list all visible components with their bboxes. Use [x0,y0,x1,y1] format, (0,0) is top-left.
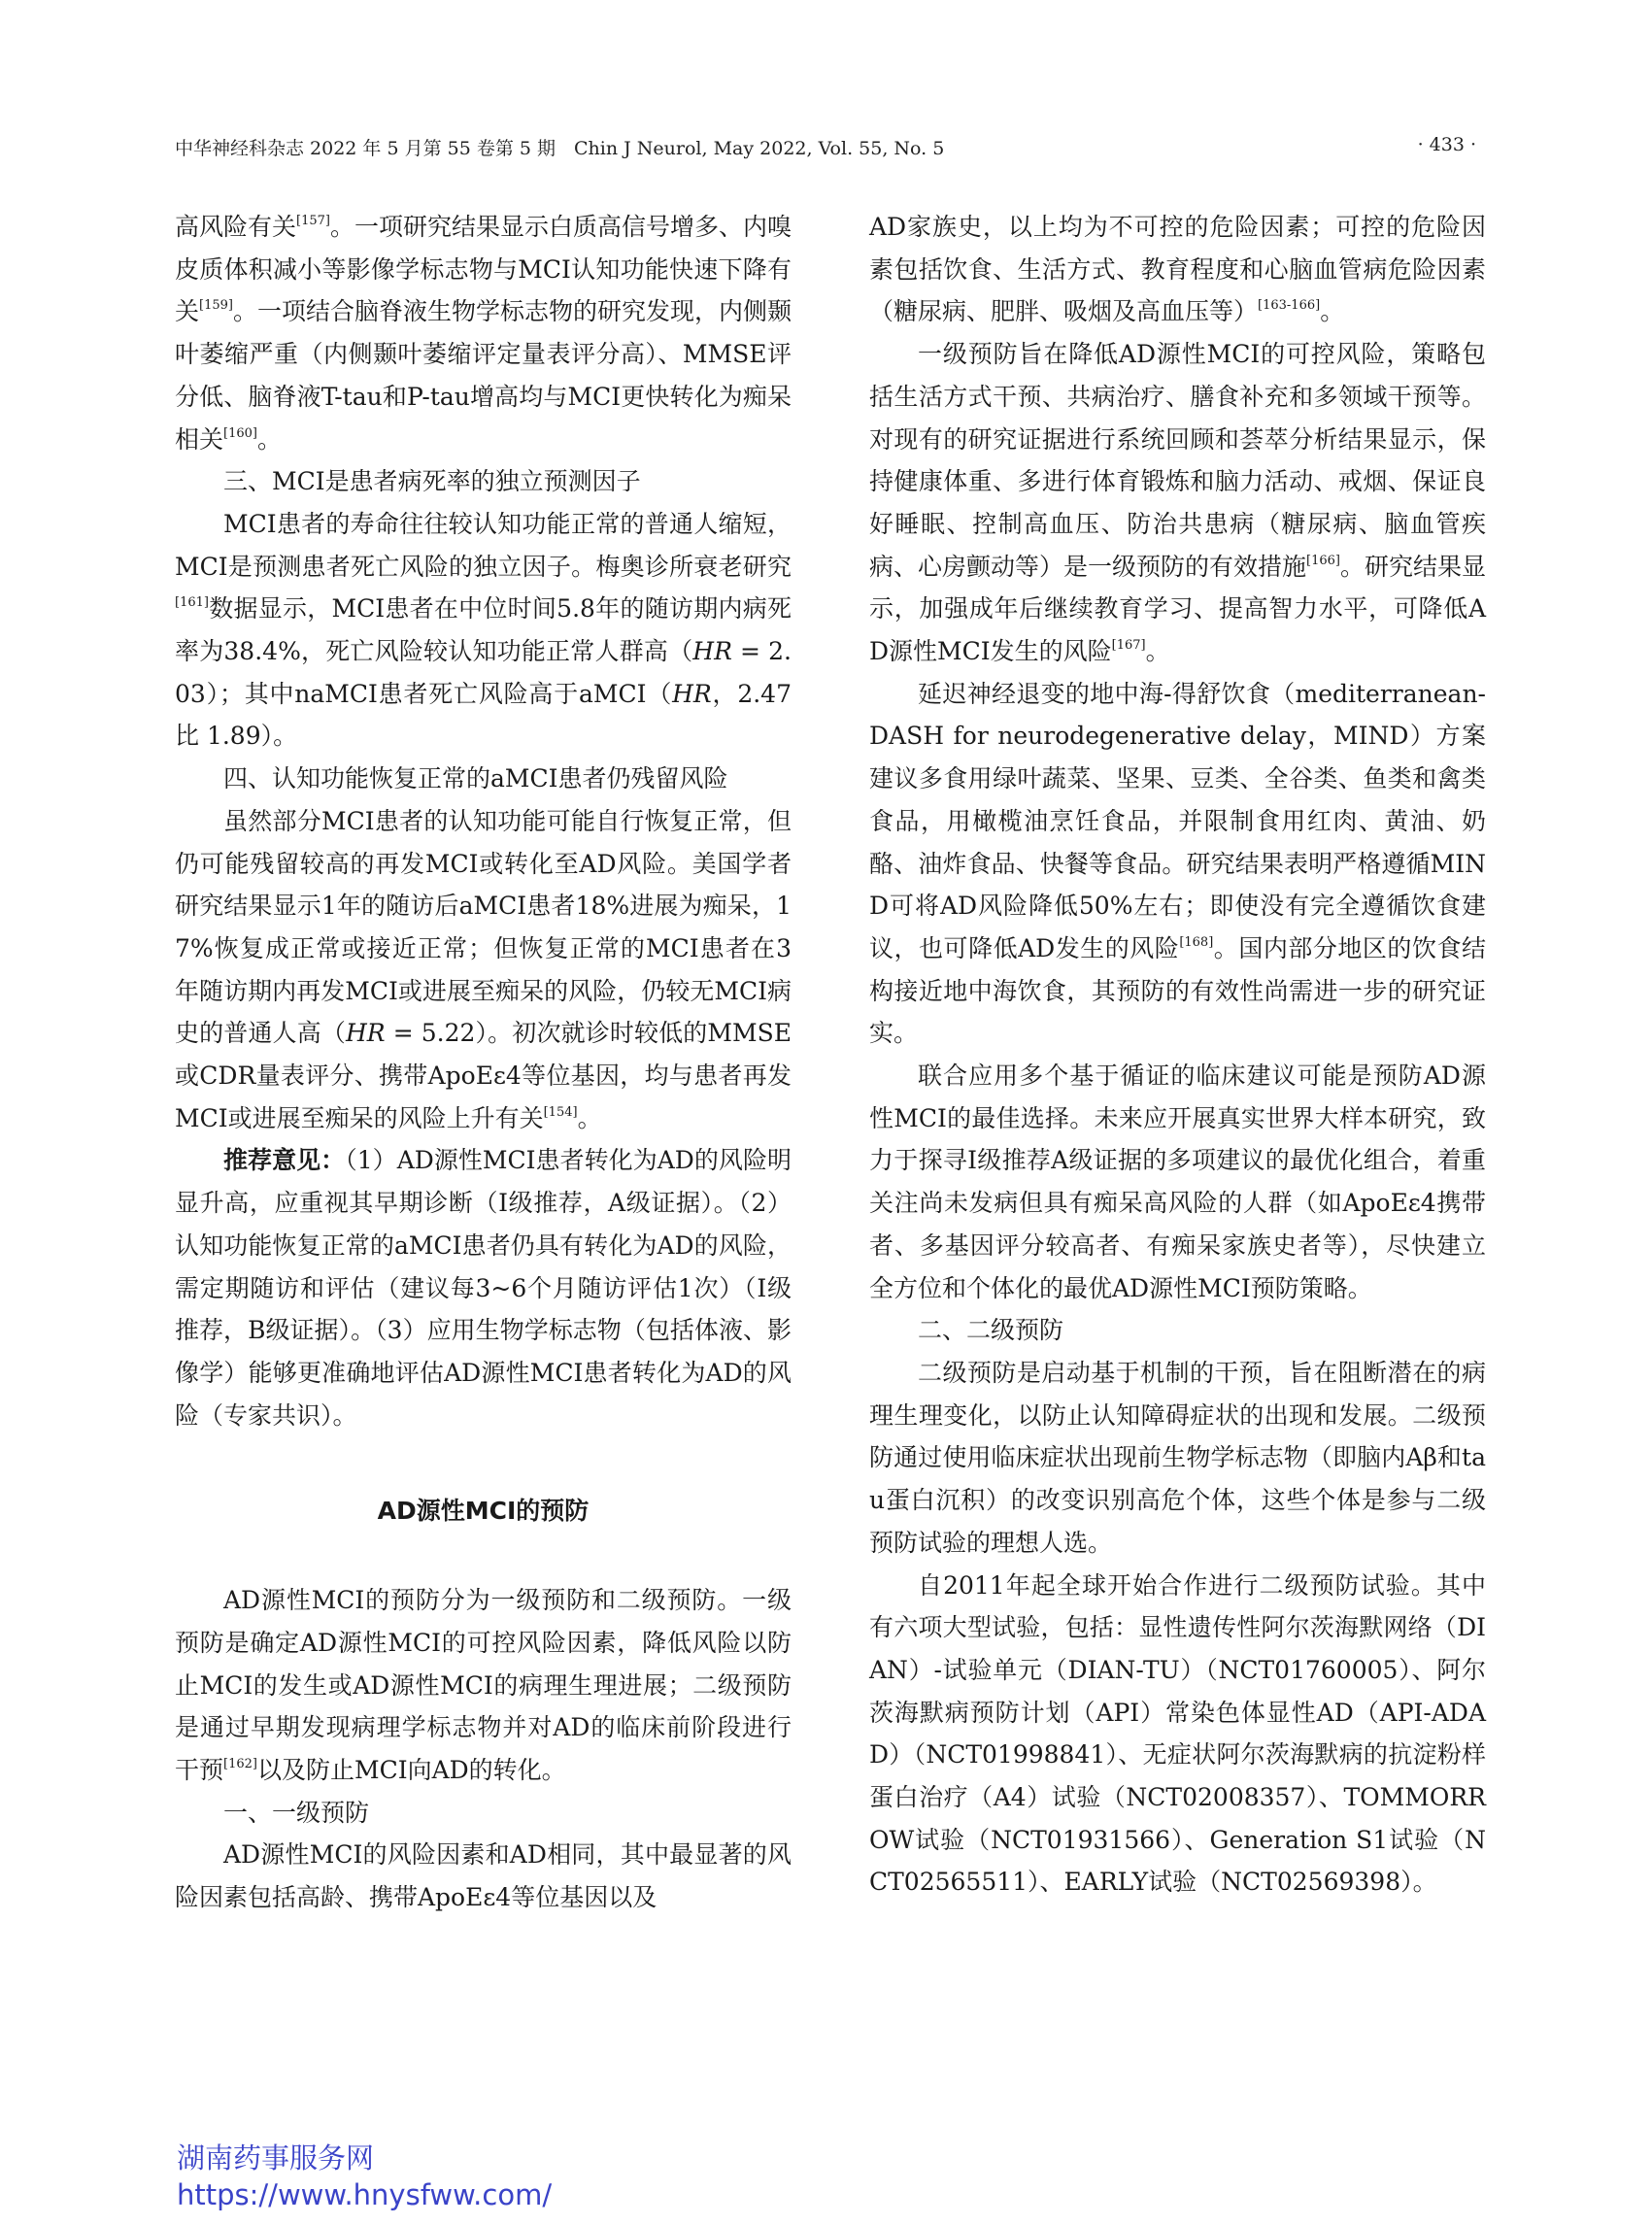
text-span: 以及防止MCI向AD的转化。 [256,1755,566,1784]
text-span: = 5.22）。初次就诊时较低的MMSE或CDR量表评分、携带ApoEε4等位基因，均与患者再发MCI或进展至痴呆的风险上升有关 [175,1019,792,1132]
text-span: 。研究结果显示，加强成年后继续教育学习、提高智力水平，可降低AD源性MCI发生的风险 [869,552,1486,666]
page-number: · 433 · [1417,134,1476,155]
text-span: 。一项研究结果显示白质高信号增多、内嗅皮质体积减小等影像学标志物与MCI认知功能快速下降有关 [175,213,792,326]
paragraph [869,333,1486,673]
recommendation [175,1139,792,1436]
hr-symbol: HR [672,679,712,708]
subsection-heading: 四、认知功能恢复正常的aMCI患者仍残留风险 [223,764,728,793]
hr-symbol: HR [345,1019,386,1048]
text-span: 。 [577,1103,602,1132]
subsection-heading: 三、MCI是患者病死率的独立预测因子 [223,467,641,496]
section-heading: AD源性MCI的预防 [377,1497,590,1526]
site-url-link[interactable]: https://www.hnysfww.com/ [177,2178,553,2211]
text-span: = 2.03）；其中naMCI患者死亡风险高于aMCI（ [175,637,792,708]
subsection-heading: 二、二级预防 [918,1316,1064,1345]
left-column [175,206,792,1919]
paragraph [175,800,792,1140]
citation: [161] [175,595,209,611]
text-span: 。一项结合脑脊液生物学标志物的研究发现，内侧颞叶萎缩严重（内侧颞叶萎缩评定量表评分高）、MMSE评分低、脑脊液T-tau和P-tau增高均与MCI更快转化为痴呆相关 [175,297,792,454]
citation: [160] [223,425,257,441]
text-span: 。 [1145,637,1170,666]
right-column [869,206,1486,1904]
paragraph: 二级预防是启动基于机制的干预，旨在阻断潜在的病理生理变化，以防止认知障碍症状的出现和发展。二级预防通过使用临床症状出现前生物学标志物（即脑内Aβ和tau蛋白沉积）的改变识别高危个体，这些个体是参与二级预防试验的理想人选。 [869,1358,1486,1557]
citation: [168] [1179,934,1214,950]
paragraph [175,206,792,460]
paragraph: 自2011年起全球开始合作进行二级预防试验。其中有六项大型试验，包括：显性遗传性阿尔茨海默网络（DIAN）-试验单元（DIAN-TU）（NCT01760005）、阿尔茨海默病预防计划（API）常染色体显性AD（API-ADAD）（NCT01998841）、无症状阿尔茨海默病的抗淀粉样蛋白治疗（A4）试验（NCT02008357）、TOMMORROW试验（NCT01931566）、Generation S1试验（NCT02565511）、EARLY试验（NCT02569398）。 [869,1570,1486,1897]
text-span: 。 [1320,297,1345,326]
citation: [163-166] [1258,298,1321,314]
paragraph [869,206,1486,333]
text-span: 数据显示，MCI患者在中位时间5.8年的随访期内病死率为38.4%，死亡风险较认知功能正常人群高（ [175,594,792,666]
citation: [167] [1111,638,1146,654]
recommendation-label: 推荐意见： [223,1146,346,1175]
site-name: 湖南药事服务网 [177,2141,375,2174]
paragraph [869,673,1486,1055]
text-span: ，2.47 比 1.89）。 [175,679,792,751]
recommendation-text: （1）AD源性MCI患者转化为AD的风险明显升高，应重视其早期诊断（Ⅰ级推荐，A级证据）。（2）认知功能恢复正常的aMCI患者仍具有转化为AD的风险，需定期随访和评估（建议每3~6个月随访评估1次）（Ⅰ级推荐，B级证据）。（3）应用生物学标志物（包括体液、影像学）能够更准确地评估AD源性MCI患者转化为AD的风险（专家共识）。 [175,1146,792,1430]
text-span: AD源性MCI的预防分为一级预防和二级预防。一级预防是确定AD源性MCI的可控风险因素，降低风险以防止MCI的发生或AD源性MCI的病理生理进展；二级预防是通过早期发现病理学标志物并对AD的临床前阶段进行干预 [175,1586,792,1784]
text-span: 高风险有关 [175,213,297,241]
citation: [166] [1306,553,1340,568]
journal-citation: 中华神经科杂志 2022 年 5 月第 55 卷第 5 期 Chin J Neurol, May 2022, Vol. 55, No. 5 [175,138,945,159]
running-header [175,134,1476,169]
citation: [157] [296,214,330,228]
citation: [159] [199,298,233,314]
paragraph [175,1579,792,1792]
hr-symbol: HR [692,637,732,666]
paragraph [175,503,792,758]
text-span: AD家族史，以上均为不可控的危险因素；可控的危险因素包括饮食、生活方式、教育程度和心脑血管病危险因素（糖尿病、肥胖、吸烟及高血压等） [869,213,1486,326]
citation: [154] [543,1104,578,1120]
paragraph: AD源性MCI的风险因素和AD相同，其中最显著的风险因素包括高龄、携带ApoEε4等位基因以及 [175,1840,792,1912]
text-span: 延迟神经退变的地中海-得舒饮食（mediterranean-DASH for neurodegenerative delay，MIND）方案建议多食用绿叶蔬菜、坚果、豆类、全谷类、鱼类和禽类食品，用橄榄油烹饪食品，并限制食用红肉、黄油、奶酪、油炸食品、快餐等食品。研究结果表明严格遵循MIND可将AD风险降低50%左右；即使没有完全遵循饮食建议，也可降低AD发生的风险 [869,679,1486,962]
text-span: 一级预防旨在降低AD源性MCI的可控风险，策略包括生活方式干预、共病治疗、膳食补充和多领域干预等。对现有的研究证据进行系统回顾和荟萃分析结果显示，保持健康体重、多进行体育锻炼和脑力活动、戒烟、保证良好睡眠、控制高血压、防治共患病（糖尿病、脑血管疾病、心房颤动等）是一级预防的有效措施 [869,340,1486,581]
watermark-footer [177,2140,552,2213]
citation: [162] [223,1756,257,1771]
paragraph: 联合应用多个基于循证的临床建议可能是预防AD源性MCI的最佳选择。未来应开展真实世界大样本研究，致力于探寻Ⅰ级推荐A级证据的多项建议的最优化组合，着重关注尚未发病但具有痴呆高风险的人群（如ApoEε4携带者、多基因评分较高者、有痴呆家族史者等），尽快建立全方位和个体化的最优AD源性MCI预防策略。 [869,1062,1486,1302]
text-span: 。 [256,424,282,454]
text-span: 。国内部分地区的饮食结构接近地中海饮食，其预防的有效性尚需进一步的研究证实。 [869,933,1486,1048]
text-span: MCI患者的寿命往往较认知功能正常的普通人缩短，MCI是预测患者死亡风险的独立因子。梅奥诊所衰老研究 [175,509,792,581]
text-span: 虽然部分MCI患者的认知功能可能自行恢复正常，但仍可能残留较高的再发MCI或转化至AD风险。美国学者研究结果显示1年的随访后aMCI患者18%进展为痴呆，17%恢复成正常或接近正常；但恢复正常的MCI患者在3年随访期内再发MCI或进展至痴呆的风险，仍较无MCI病史的普通人高（ [175,806,792,1048]
subsection-heading: 一、一级预防 [223,1798,370,1827]
